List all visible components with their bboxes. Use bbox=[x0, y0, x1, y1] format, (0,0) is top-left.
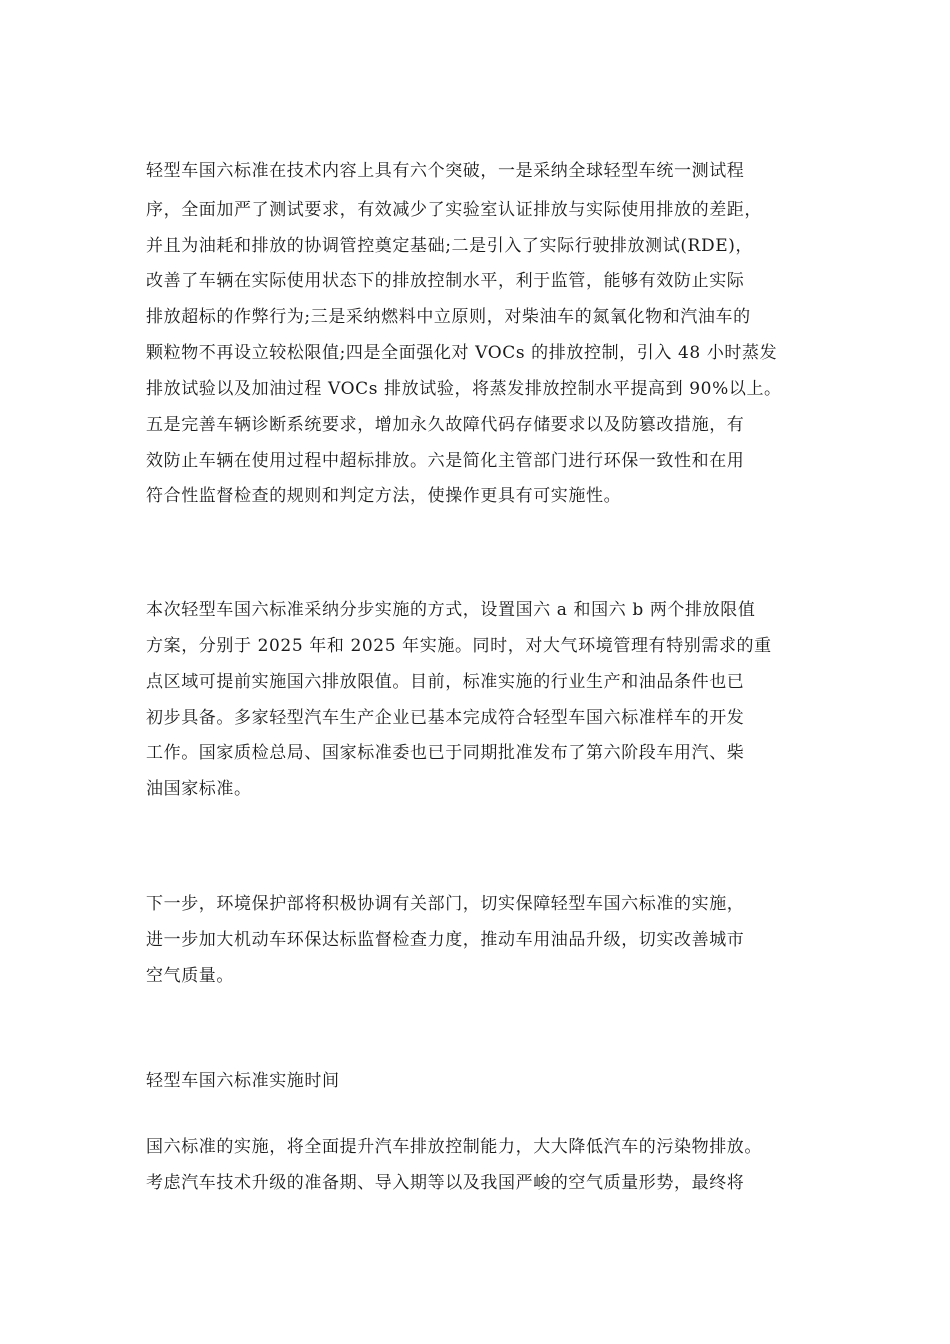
text-line: 排放试验以及加油过程 VOCs 排放试验，将蒸发排放控制水平提高到 90%以上。 bbox=[146, 379, 782, 399]
text-line: 工作。国家质检总局、国家标准委也已于同期批准发布了第六阶段车用汽、柴 bbox=[146, 743, 745, 763]
text-line: 初步具备。多家轻型汽车生产企业已基本完成符合轻型车国六标准样车的开发 bbox=[146, 708, 745, 728]
text-line: 方案，分别于 2025 年和 2025 年实施。同时，对大气环境管理有特别需求的重 bbox=[146, 636, 772, 656]
text-line: 下一步，环境保护部将积极协调有关部门，切实保障轻型车国六标准的实施， bbox=[146, 894, 745, 914]
text-line: 本次轻型车国六标准采纳分步实施的方式，设置国六 a 和国六 b 两个排放限值 bbox=[146, 600, 756, 620]
text-line: 排放超标的作弊行为;三是采纳燃料中立原则，对柴油车的氮氧化物和汽油车的 bbox=[146, 307, 751, 327]
text-line: 空气质量。 bbox=[146, 966, 234, 986]
text-line: 考虑汽车技术升级的准备期、导入期等以及我国严峻的空气质量形势，最终将 bbox=[146, 1173, 745, 1193]
text-line: 进一步加大机动车环保达标监督检查力度，推动车用油品升级，切实改善城市 bbox=[146, 930, 745, 950]
text-line: 点区域可提前实施国六排放限值。目前，标准实施的行业生产和油品条件也已 bbox=[146, 672, 745, 692]
text-line: 效防止车辆在使用过程中超标排放。六是简化主管部门进行环保一致性和在用 bbox=[146, 451, 745, 471]
text-line: 改善了车辆在实际使用状态下的排放控制水平，利于监管，能够有效防止实际 bbox=[146, 271, 745, 291]
section-heading: 轻型车国六标准实施时间 bbox=[146, 1071, 340, 1091]
text-line: 符合性监督检查的规则和判定方法，使操作更具有可实施性。 bbox=[146, 486, 622, 506]
text-line: 颗粒物不再设立较松限值;四是全面强化对 VOCs 的排放控制，引入 48 小时蒸发 bbox=[146, 343, 778, 363]
text-line: 轻型车国六标准在技术内容上具有六个突破，一是采纳全球轻型车统一测试程 bbox=[146, 161, 745, 181]
text-line: 五是完善车辆诊断系统要求，增加永久故障代码存储要求以及防篡改措施，有 bbox=[146, 415, 745, 435]
text-line: 序，全面加严了测试要求，有效减少了实验室认证排放与实际使用排放的差距， bbox=[146, 200, 762, 220]
text-line: 并且为油耗和排放的协调管控奠定基础;二是引入了实际行驶排放测试(RDE)， bbox=[146, 236, 754, 256]
text-line: 油国家标准。 bbox=[146, 779, 252, 799]
text-line: 国六标准的实施，将全面提升汽车排放控制能力，大大降低汽车的污染物排放。 bbox=[146, 1137, 762, 1157]
